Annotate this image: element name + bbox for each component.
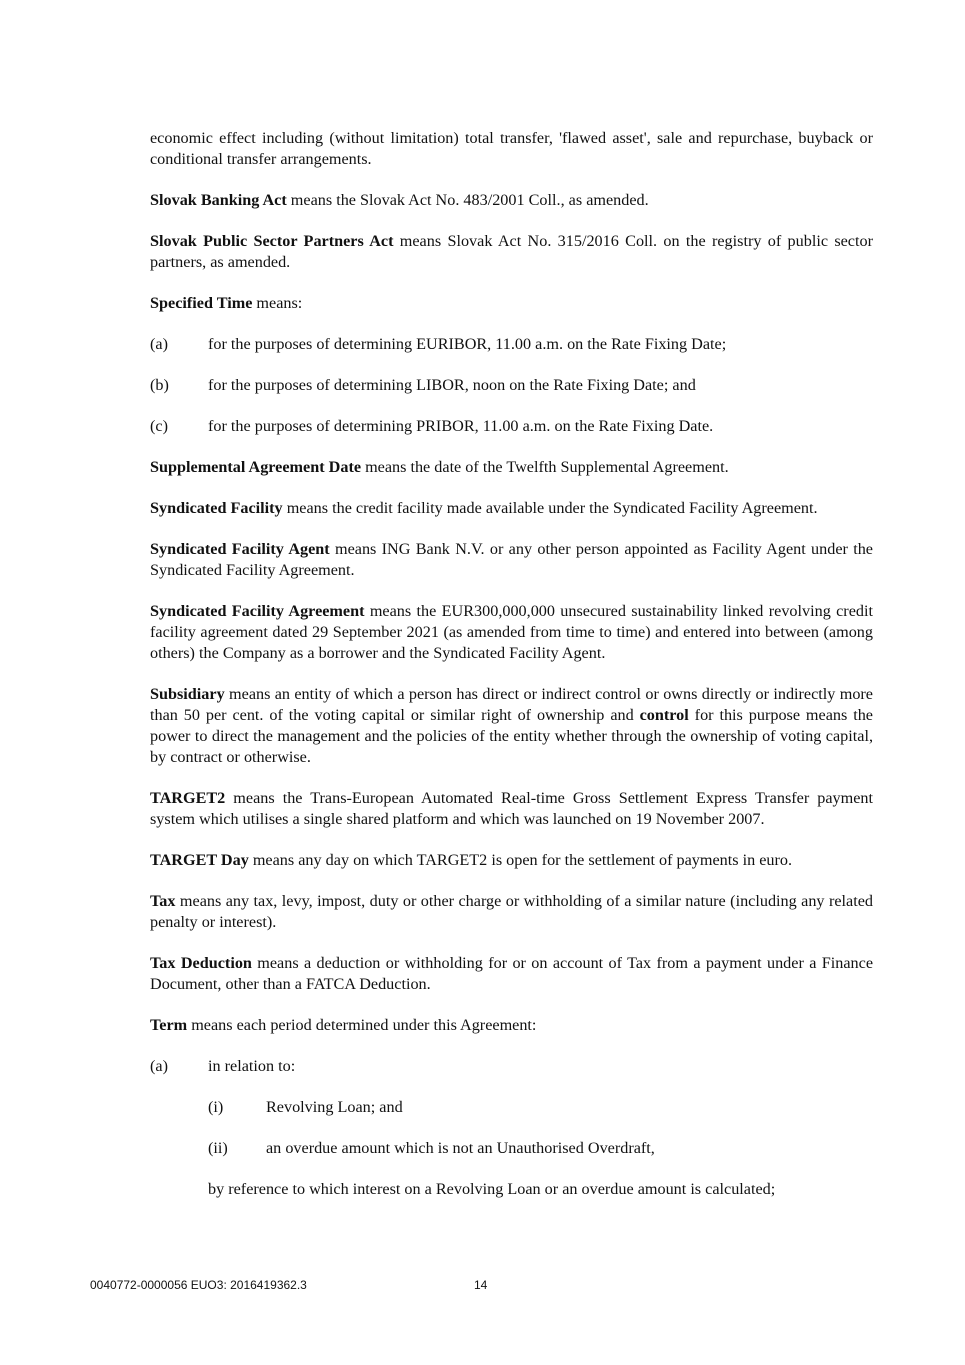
definition-tax-deduction — [150, 953, 873, 995]
definition-tax — [150, 891, 873, 933]
list-label: (c) — [150, 417, 168, 435]
continuation-paragraph: economic effect including (without limitation) total transfer, 'flawed asset', sale and repurchase, buyback or conditional transfer arrangements. — [150, 129, 873, 168]
definition-text: means the date of the Twelfth Supplemental Agreement. — [361, 458, 729, 476]
definition-text: means any day on which TARGET2 is open for the settlement of payments in euro. — [248, 851, 793, 869]
list-text: an overdue amount which is not an Unauthorised Overdraft, — [266, 1139, 655, 1157]
list-label: (i) — [208, 1098, 224, 1116]
defined-term: Supplemental Agreement Date — [150, 458, 362, 476]
defined-term: Specified Time — [150, 294, 253, 312]
term-tail-paragraph: by reference to which interest on a Revolving Loan or an overdue amount is calculated; — [208, 1180, 776, 1198]
definition-text: means the Slovak Act No. 483/2001 Coll., as amended. — [286, 191, 649, 209]
list-text: Revolving Loan; and — [266, 1098, 403, 1116]
list-item — [150, 375, 873, 396]
definition-text: for this purpose means the power to direct the management and the policies of the entity whether through the ownership of voting capital, by contract or otherwise. — [150, 706, 873, 766]
definition-syndicated-facility-agreement — [150, 601, 873, 664]
definition-text: means an entity of which a person has direct or indirect control or owns directly or indirectly more than 50 per cent. of the voting capital or similar right of ownership and — [150, 685, 873, 724]
definition-slovak-public-sector-partners-act — [150, 231, 873, 273]
sub-list-item — [150, 1097, 873, 1118]
definition-text: means the credit facility made available under the Syndicated Facility Agreement. — [282, 499, 818, 517]
list-item — [150, 334, 873, 355]
defined-term: Tax — [150, 892, 176, 910]
defined-term: Syndicated Facility Agent — [150, 540, 330, 558]
page-number: 14 — [474, 1278, 488, 1292]
list-label: (b) — [150, 376, 169, 394]
definition-text: means any tax, levy, impost, duty or other charge or withholding of a similar nature (including any related penalty or interest). — [150, 892, 873, 931]
definition-text: means Slovak Act No. 315/2016 Coll. on the registry of public sector partners, as amended. — [150, 232, 873, 271]
definition-term — [150, 1015, 873, 1036]
definition-text: means the EUR300,000,000 unsecured sustainability linked revolving credit facility agreement dated 29 September 2021 (as amended from time to time) and entered into between (among others) the Company as a borrower and the Syndicated Facility Agent. — [150, 602, 873, 662]
definition-text: means: — [252, 294, 303, 312]
list-label: (a) — [150, 335, 168, 353]
document-body — [150, 128, 873, 1200]
definition-target2 — [150, 788, 873, 830]
footer-document-reference: 0040772-0000056 EUO3: 2016419362.3 — [90, 1278, 307, 1292]
definition-text: means the Trans-European Automated Real-time Gross Settlement Express Transfer payment system which utilises a single shared platform and which was launched on 19 November 2007. — [150, 789, 873, 828]
definition-syndicated-facility — [150, 498, 873, 519]
list-text: for the purposes of determining EURIBOR, 11.00 a.m. on the Rate Fixing Date; — [208, 335, 727, 353]
definition-specified-time — [150, 293, 873, 314]
defined-term-control: control — [639, 706, 689, 724]
definition-text: means a deduction or withholding for or on account of Tax from a payment under a Finance Document, other than a FATCA Deduction. — [150, 954, 873, 993]
defined-term: Syndicated Facility Agreement — [150, 602, 365, 620]
definition-syndicated-facility-agent — [150, 539, 873, 581]
definition-supplemental-agreement-date — [150, 457, 873, 478]
definition-text: means ING Bank N.V. or any other person appointed as Facility Agent under the Syndicated Facility Agreement. — [150, 540, 873, 579]
defined-term: Subsidiary — [150, 685, 225, 703]
list-text: for the purposes of determining PRIBOR, 11.00 a.m. on the Rate Fixing Date. — [208, 417, 714, 435]
defined-term: Syndicated Facility — [150, 499, 283, 517]
list-label: (a) — [150, 1057, 168, 1075]
list-label: (ii) — [208, 1139, 228, 1157]
defined-term: Tax Deduction — [150, 954, 252, 972]
list-item — [150, 1056, 873, 1077]
definition-text: means each period determined under this Agreement: — [187, 1016, 537, 1034]
defined-term: Slovak Banking Act — [150, 191, 287, 209]
sub-list-item — [150, 1138, 873, 1159]
defined-term: Slovak Public Sector Partners Act — [150, 232, 394, 250]
definition-target-day — [150, 850, 873, 871]
definition-slovak-banking-act — [150, 190, 873, 211]
defined-term: TARGET2 — [150, 789, 226, 807]
definition-subsidiary — [150, 684, 873, 768]
list-item — [150, 416, 873, 437]
list-text: in relation to: — [208, 1057, 296, 1075]
defined-term: TARGET Day — [150, 851, 249, 869]
defined-term: Term — [150, 1016, 188, 1034]
list-text: for the purposes of determining LIBOR, noon on the Rate Fixing Date; and — [208, 376, 696, 394]
